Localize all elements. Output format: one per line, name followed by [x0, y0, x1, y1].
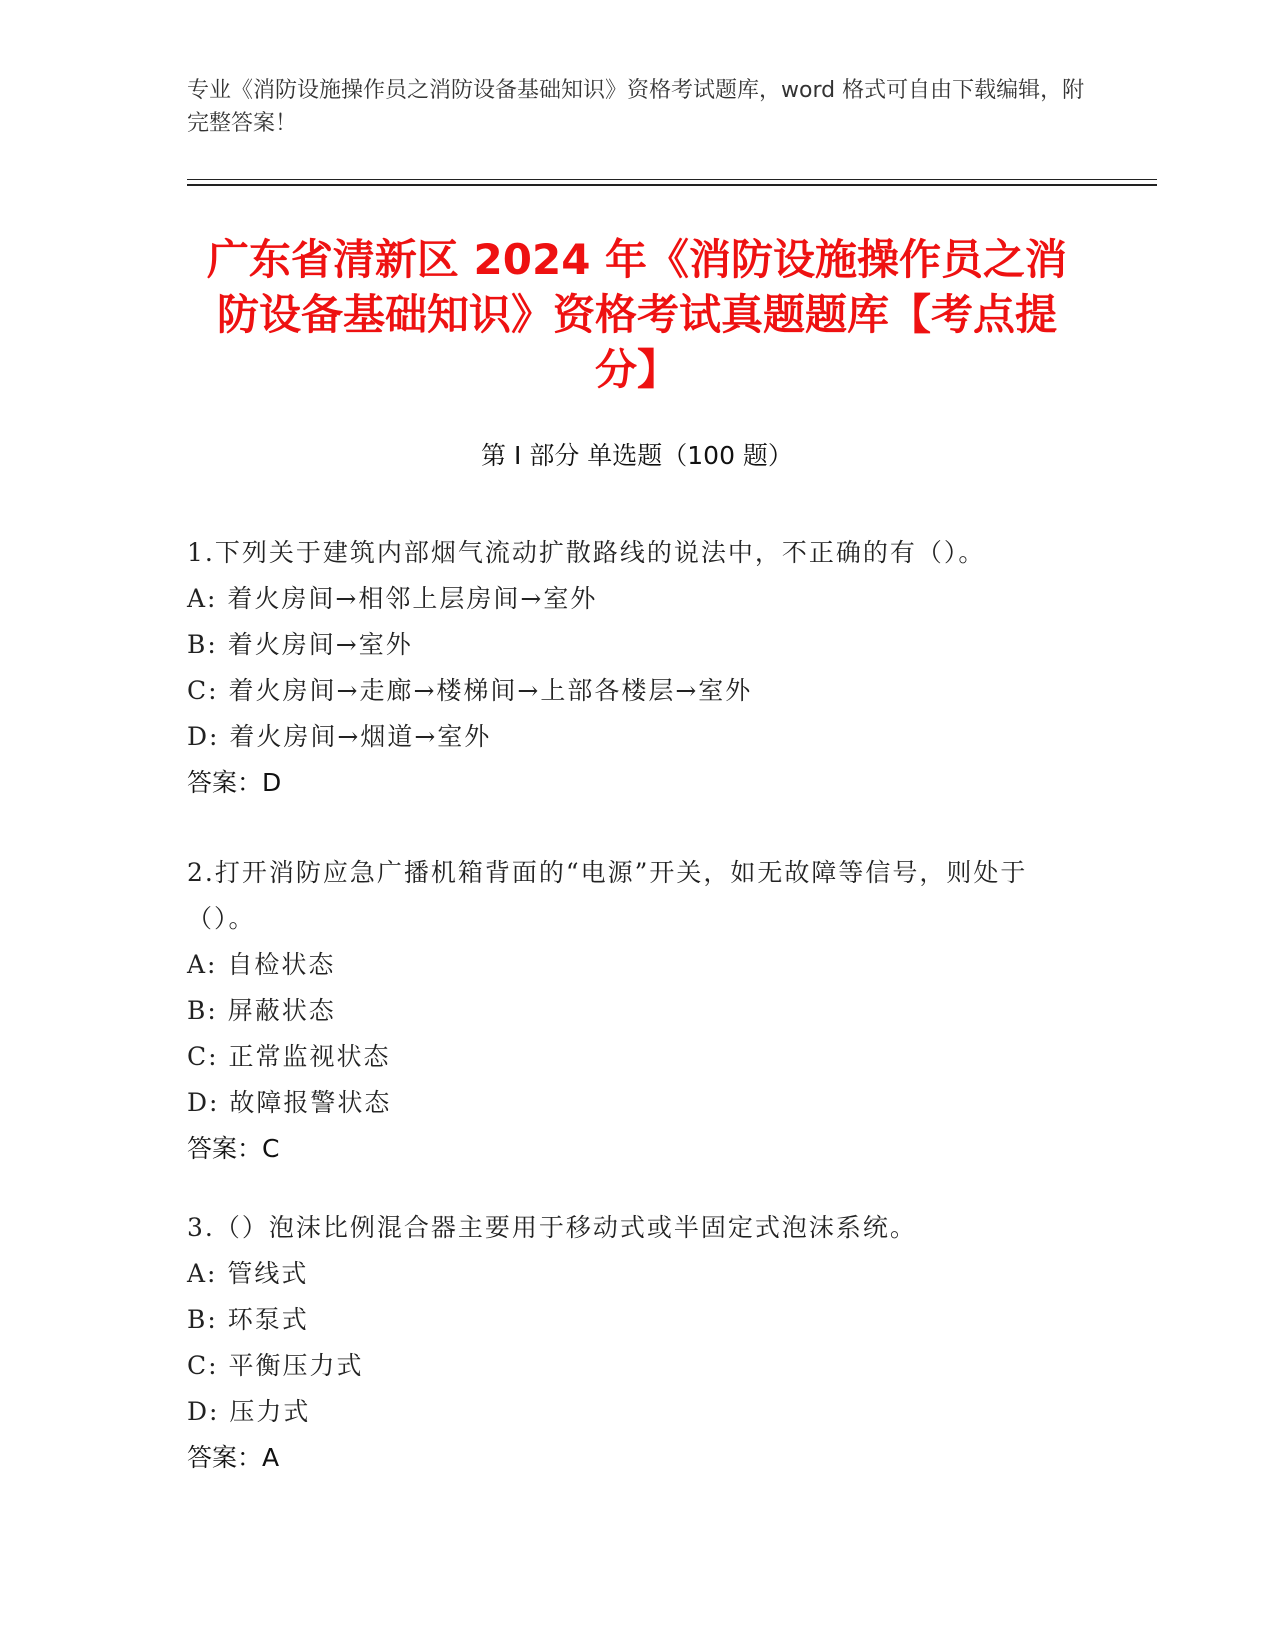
- question-3: [187, 1205, 1067, 1481]
- option-d: D: 着火房间→烟道→室外: [187, 722, 492, 751]
- document-header-note: 专业《消防设施操作员之消防设备基础知识》资格考试题库，word 格式可自由下载编辑，附完整答案！: [187, 78, 1085, 136]
- option-b: B: 环泵式: [187, 1305, 309, 1334]
- question-stem: 2.打开消防应急广播机箱背面的“电源”开关，如无故障等信号，则处于（）。: [187, 858, 1028, 933]
- option-a: A: 管线式: [187, 1259, 309, 1288]
- option-d: D: 故障报警状态: [187, 1088, 392, 1117]
- section-title: 第 I 部分 单选题（100 题）: [481, 441, 793, 470]
- question-1: [187, 530, 1067, 806]
- answer: 答案：A: [187, 1443, 280, 1472]
- header-divider-thin: [187, 179, 1157, 180]
- question-stem: 1.下列关于建筑内部烟气流动扩散路线的说法中，不正确的有（）。: [187, 538, 986, 567]
- option-d: D: 压力式: [187, 1397, 311, 1426]
- option-c: C: 正常监视状态: [187, 1042, 391, 1071]
- option-b: B: 着火房间→室外: [187, 630, 413, 659]
- option-a: A: 自检状态: [187, 950, 336, 979]
- option-c: C: 着火房间→走廊→楼梯间→上部各楼层→室外: [187, 676, 753, 705]
- document-title: 广东省清新区 2024 年《消防设施操作员之消防设备基础知识》资格考试真题题库【考点提分】: [206, 235, 1068, 394]
- option-b: B: 屏蔽状态: [187, 996, 336, 1025]
- answer: 答案：C: [187, 1134, 280, 1163]
- question-stem: 3.（）泡沫比例混合器主要用于移动式或半固定式泡沫系统。: [187, 1213, 917, 1242]
- answer: 答案：D: [187, 768, 282, 797]
- question-2: [187, 850, 1067, 1172]
- option-a: A: 着火房间→相邻上层房间→室外: [187, 584, 598, 613]
- option-c: C: 平衡压力式: [187, 1351, 364, 1380]
- header-divider-thick: [187, 184, 1157, 186]
